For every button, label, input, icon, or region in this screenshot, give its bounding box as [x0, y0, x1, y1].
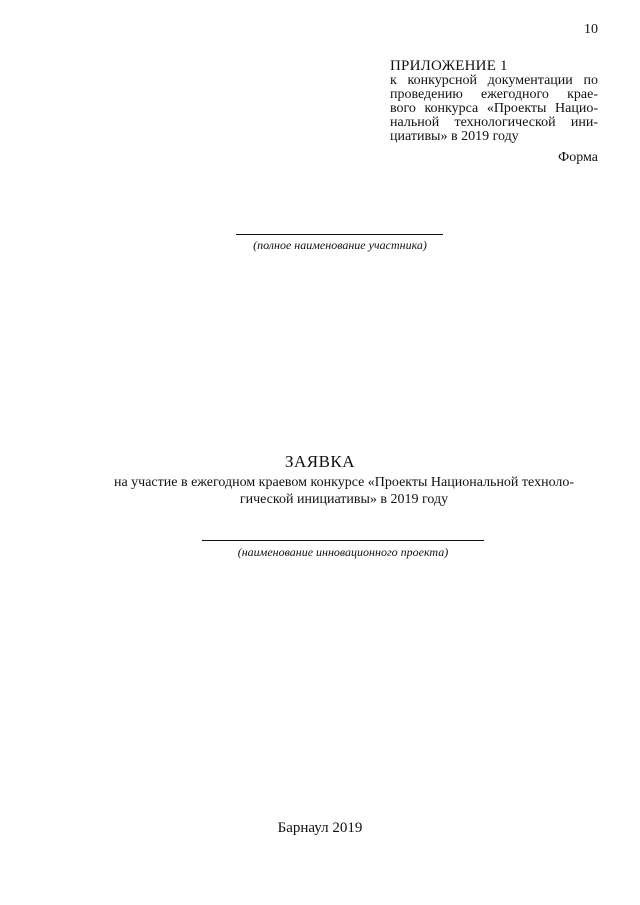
appendix-line: циативы» в 2019 году [390, 129, 519, 144]
appendix-line: нальной технологической ини- [390, 115, 598, 130]
appendix-block [390, 58, 598, 144]
appendix-title: ПРИЛОЖЕНИЕ 1 [390, 58, 508, 74]
document-title: ЗАЯВКА [284, 452, 356, 471]
page-number: 10 [584, 22, 598, 37]
form-label: Форма [558, 150, 598, 165]
participant-name-caption: (полное наименование участника) [253, 238, 427, 252]
document-subtitle-line-1: на участие в ежегодном краевом конкурсе «Проекты Национальной техноло- [113, 475, 575, 490]
project-name-line [202, 540, 484, 541]
appendix-line: вого конкурса «Проекты Нацио- [390, 101, 598, 116]
appendix-line: к конкурсной документации по [390, 73, 598, 88]
project-name-caption: (наименование инновационного проекта) [237, 545, 449, 559]
document-subtitle-line-2: гической инициативы» в 2019 году [239, 492, 449, 507]
participant-name-line [236, 234, 443, 235]
appendix-line: проведению ежегодного крае- [390, 87, 598, 102]
footer-place-year: Барнаул 2019 [277, 820, 363, 836]
